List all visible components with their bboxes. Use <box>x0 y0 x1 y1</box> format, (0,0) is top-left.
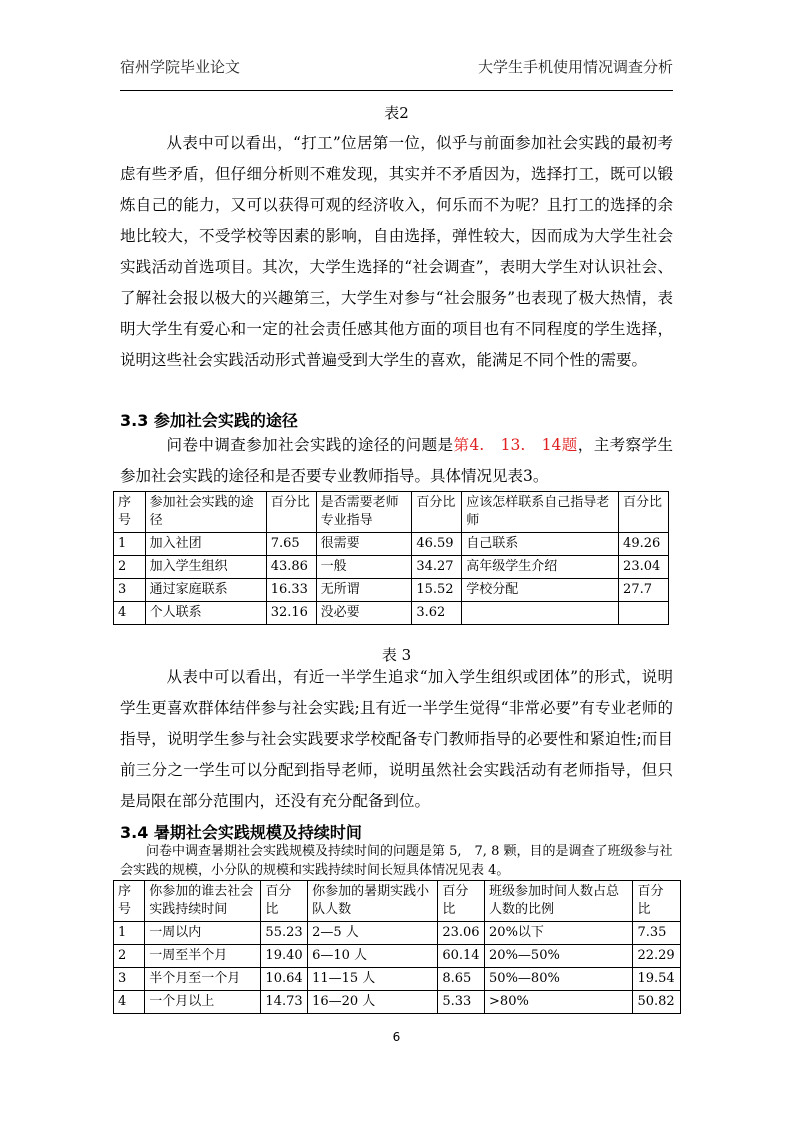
table-cell: 19.40 <box>261 945 308 968</box>
table-cell: 一周至半个月 <box>145 945 261 968</box>
table-cell: 20%—50% <box>485 945 633 968</box>
table-cell: 16.33 <box>266 579 316 602</box>
table-cell: 3 <box>114 579 146 602</box>
table-cell: 43.86 <box>266 556 316 579</box>
table-cell: 2 <box>114 556 146 579</box>
table-3-header-cell: 应该怎样联系自己指导老师 <box>462 492 619 533</box>
table-cell: 5.33 <box>438 991 485 1014</box>
table-4-header-cell: 你参加的暑期实践小队人数 <box>308 881 438 922</box>
table-4-header-cell: 序号 <box>114 881 145 922</box>
table-cell: 1 <box>114 533 146 556</box>
section-3-4-title: 3.4 暑期社会实践规模及持续时间 <box>120 823 362 842</box>
table-3-header-cell: 参加社会实践的途径 <box>145 492 266 533</box>
header-right: 大学生手机使用情况调查分析 <box>477 58 673 76</box>
table-cell: 23.06 <box>438 922 485 945</box>
table-row <box>114 968 681 991</box>
table-cell <box>619 602 669 625</box>
table-4-header-cell: 百分比 <box>438 881 485 922</box>
table-row <box>114 922 681 945</box>
table-cell: 14.73 <box>261 991 308 1014</box>
table-cell: 34.27 <box>412 556 462 579</box>
table-cell: 8.65 <box>438 968 485 991</box>
table-cell: 32.16 <box>266 602 316 625</box>
table-cell: 4 <box>114 991 145 1014</box>
table-cell: 11—15 人 <box>308 968 438 991</box>
table-3-header-cell: 百分比 <box>266 492 316 533</box>
table2-caption: 表2 <box>384 104 409 122</box>
table-cell: 2 <box>114 945 145 968</box>
table-row <box>114 991 681 1014</box>
table-4-header-cell: 百分比 <box>633 881 681 922</box>
paragraph-2 <box>120 662 673 817</box>
table-cell: 一般 <box>316 556 412 579</box>
section-3-3-text-a: 问卷中调查参加社会实践的途径的问题是 <box>166 436 454 454</box>
table-cell: 一个月以上 <box>145 991 261 1014</box>
paragraph-1 <box>120 128 673 376</box>
table-3-header-cell: 百分比 <box>619 492 669 533</box>
table-4 <box>113 880 681 1014</box>
table-4-header-row <box>114 881 681 922</box>
table-cell: 6—10 人 <box>308 945 438 968</box>
paragraph-2-text: 从表中可以看出，有近一半学生追求“加入学生组织或团体”的形式，说明学生更喜欢群体结伴参与社会实践;且有近一半学生觉得“非常必要”有专业老师的指导，说明学生参与社会实践要求学校配备专门教师指导的必要性和紧迫性;而目前三分之一学生可以分配到指导老师，说明虽然社会实践活动有老师指导，但只是局限在部分范围内，还没有充分配备到位。 <box>120 668 673 810</box>
table-3-header-cell: 是否需要老师专业指导 <box>316 492 412 533</box>
table-cell: 7.65 <box>266 533 316 556</box>
paragraph-1-text: 从表中可以看出，“打工”位居第一位，似乎与前面参加社会实践的最初考虑有些矛盾，但仔细分析则不难发现，其实并不矛盾因为，选择打工，既可以锻炼自己的能力，又可以获得可观的经济收入，何乐而不为呢？且打工的选择的余地比较大，不受学校等因素的影响，自由选择，弹性较大，因而成为大学生社会实践活动首选项目。其次，大学生选择的“社会调查”，表明大学生对认识社会、了解社会报以极大的兴趣第三，大学生对参与“社会服务”也表现了极大热情，表明大学生有爱心和一定的社会责任感其他方面的项目也有不同程度的学生选择，说明这些社会实践活动形式普遍受到大学生的喜欢，能满足不同个性的需要。 <box>120 134 673 369</box>
table-cell: 通过家庭联系 <box>145 579 266 602</box>
table-cell: 2—5 人 <box>308 922 438 945</box>
section-3-4-intro <box>120 842 675 880</box>
table-cell: 3.62 <box>412 602 462 625</box>
table-cell: 22.29 <box>633 945 681 968</box>
page-number: 6 <box>392 1030 401 1044</box>
table-cell: 27.7 <box>619 579 669 602</box>
section-3-3-text-b: ，主考察学生参加社会实践的途径和是否要专业教师指导。具体情况见表3。 <box>120 436 673 485</box>
table-cell: 学校分配 <box>462 579 619 602</box>
table-cell: 16—20 人 <box>308 991 438 1014</box>
table-cell: 加入社团 <box>145 533 266 556</box>
table-row <box>114 579 669 602</box>
table-cell: 加入学生组织 <box>145 556 266 579</box>
table-cell: 个人联系 <box>145 602 266 625</box>
table-cell: 无所谓 <box>316 579 412 602</box>
table-4-header-cell: 你参加的谁去社会实践持续时间 <box>145 881 261 922</box>
table-cell: 46.59 <box>412 533 462 556</box>
table-4-header-cell: 百分比 <box>261 881 308 922</box>
table-3-header-row <box>114 492 669 533</box>
section-3-3-question-numbers: 第4. 13. 14题 <box>453 436 578 454</box>
section-3-3-title: 3.3 参加社会实践的途径 <box>120 411 298 430</box>
table-cell: 没必要 <box>316 602 412 625</box>
table-cell: 15.52 <box>412 579 462 602</box>
table-cell: 高年级学生介绍 <box>462 556 619 579</box>
table-cell: 3 <box>114 968 145 991</box>
table-cell: 19.54 <box>633 968 681 991</box>
table-row <box>114 533 669 556</box>
table-4-header-cell: 班级参加时间人数占总人数的比例 <box>485 881 633 922</box>
table-cell: 23.04 <box>619 556 669 579</box>
table-cell: 4 <box>114 602 146 625</box>
table-3-header-cell: 百分比 <box>412 492 462 533</box>
table-cell: 55.23 <box>261 922 308 945</box>
section-3-3-intro <box>120 430 673 492</box>
table-cell: 一周以内 <box>145 922 261 945</box>
table3-caption: 表 3 <box>381 646 412 664</box>
table-cell: 60.14 <box>438 945 485 968</box>
table-cell: 50.82 <box>633 991 681 1014</box>
table-cell <box>462 602 619 625</box>
table-cell: 20%以下 <box>485 922 633 945</box>
table-row <box>114 556 669 579</box>
section-3-4-text: 问卷中调查暑期社会实践规模及持续时间的问题是第 5, 7, 8 颗，目的是调查了班级参与社会实践的规模，小分队的规模和实践持续时间长短具体情况见表 4。 <box>120 844 673 878</box>
table-cell: 很需要 <box>316 533 412 556</box>
header-divider <box>120 90 673 91</box>
table-cell: 49.26 <box>619 533 669 556</box>
table-3-header-cell: 序号 <box>114 492 146 533</box>
table-cell: 50%—80% <box>485 968 633 991</box>
table-cell: 1 <box>114 922 145 945</box>
table-row <box>114 602 669 625</box>
table-cell: 7.35 <box>633 922 681 945</box>
table-cell: 半个月至一个月 <box>145 968 261 991</box>
table-row <box>114 945 681 968</box>
table-3 <box>113 491 669 625</box>
table-cell: 自己联系 <box>462 533 619 556</box>
header-left: 宿州学院毕业论文 <box>120 58 241 76</box>
table-cell: >80% <box>485 991 633 1014</box>
table-cell: 10.64 <box>261 968 308 991</box>
